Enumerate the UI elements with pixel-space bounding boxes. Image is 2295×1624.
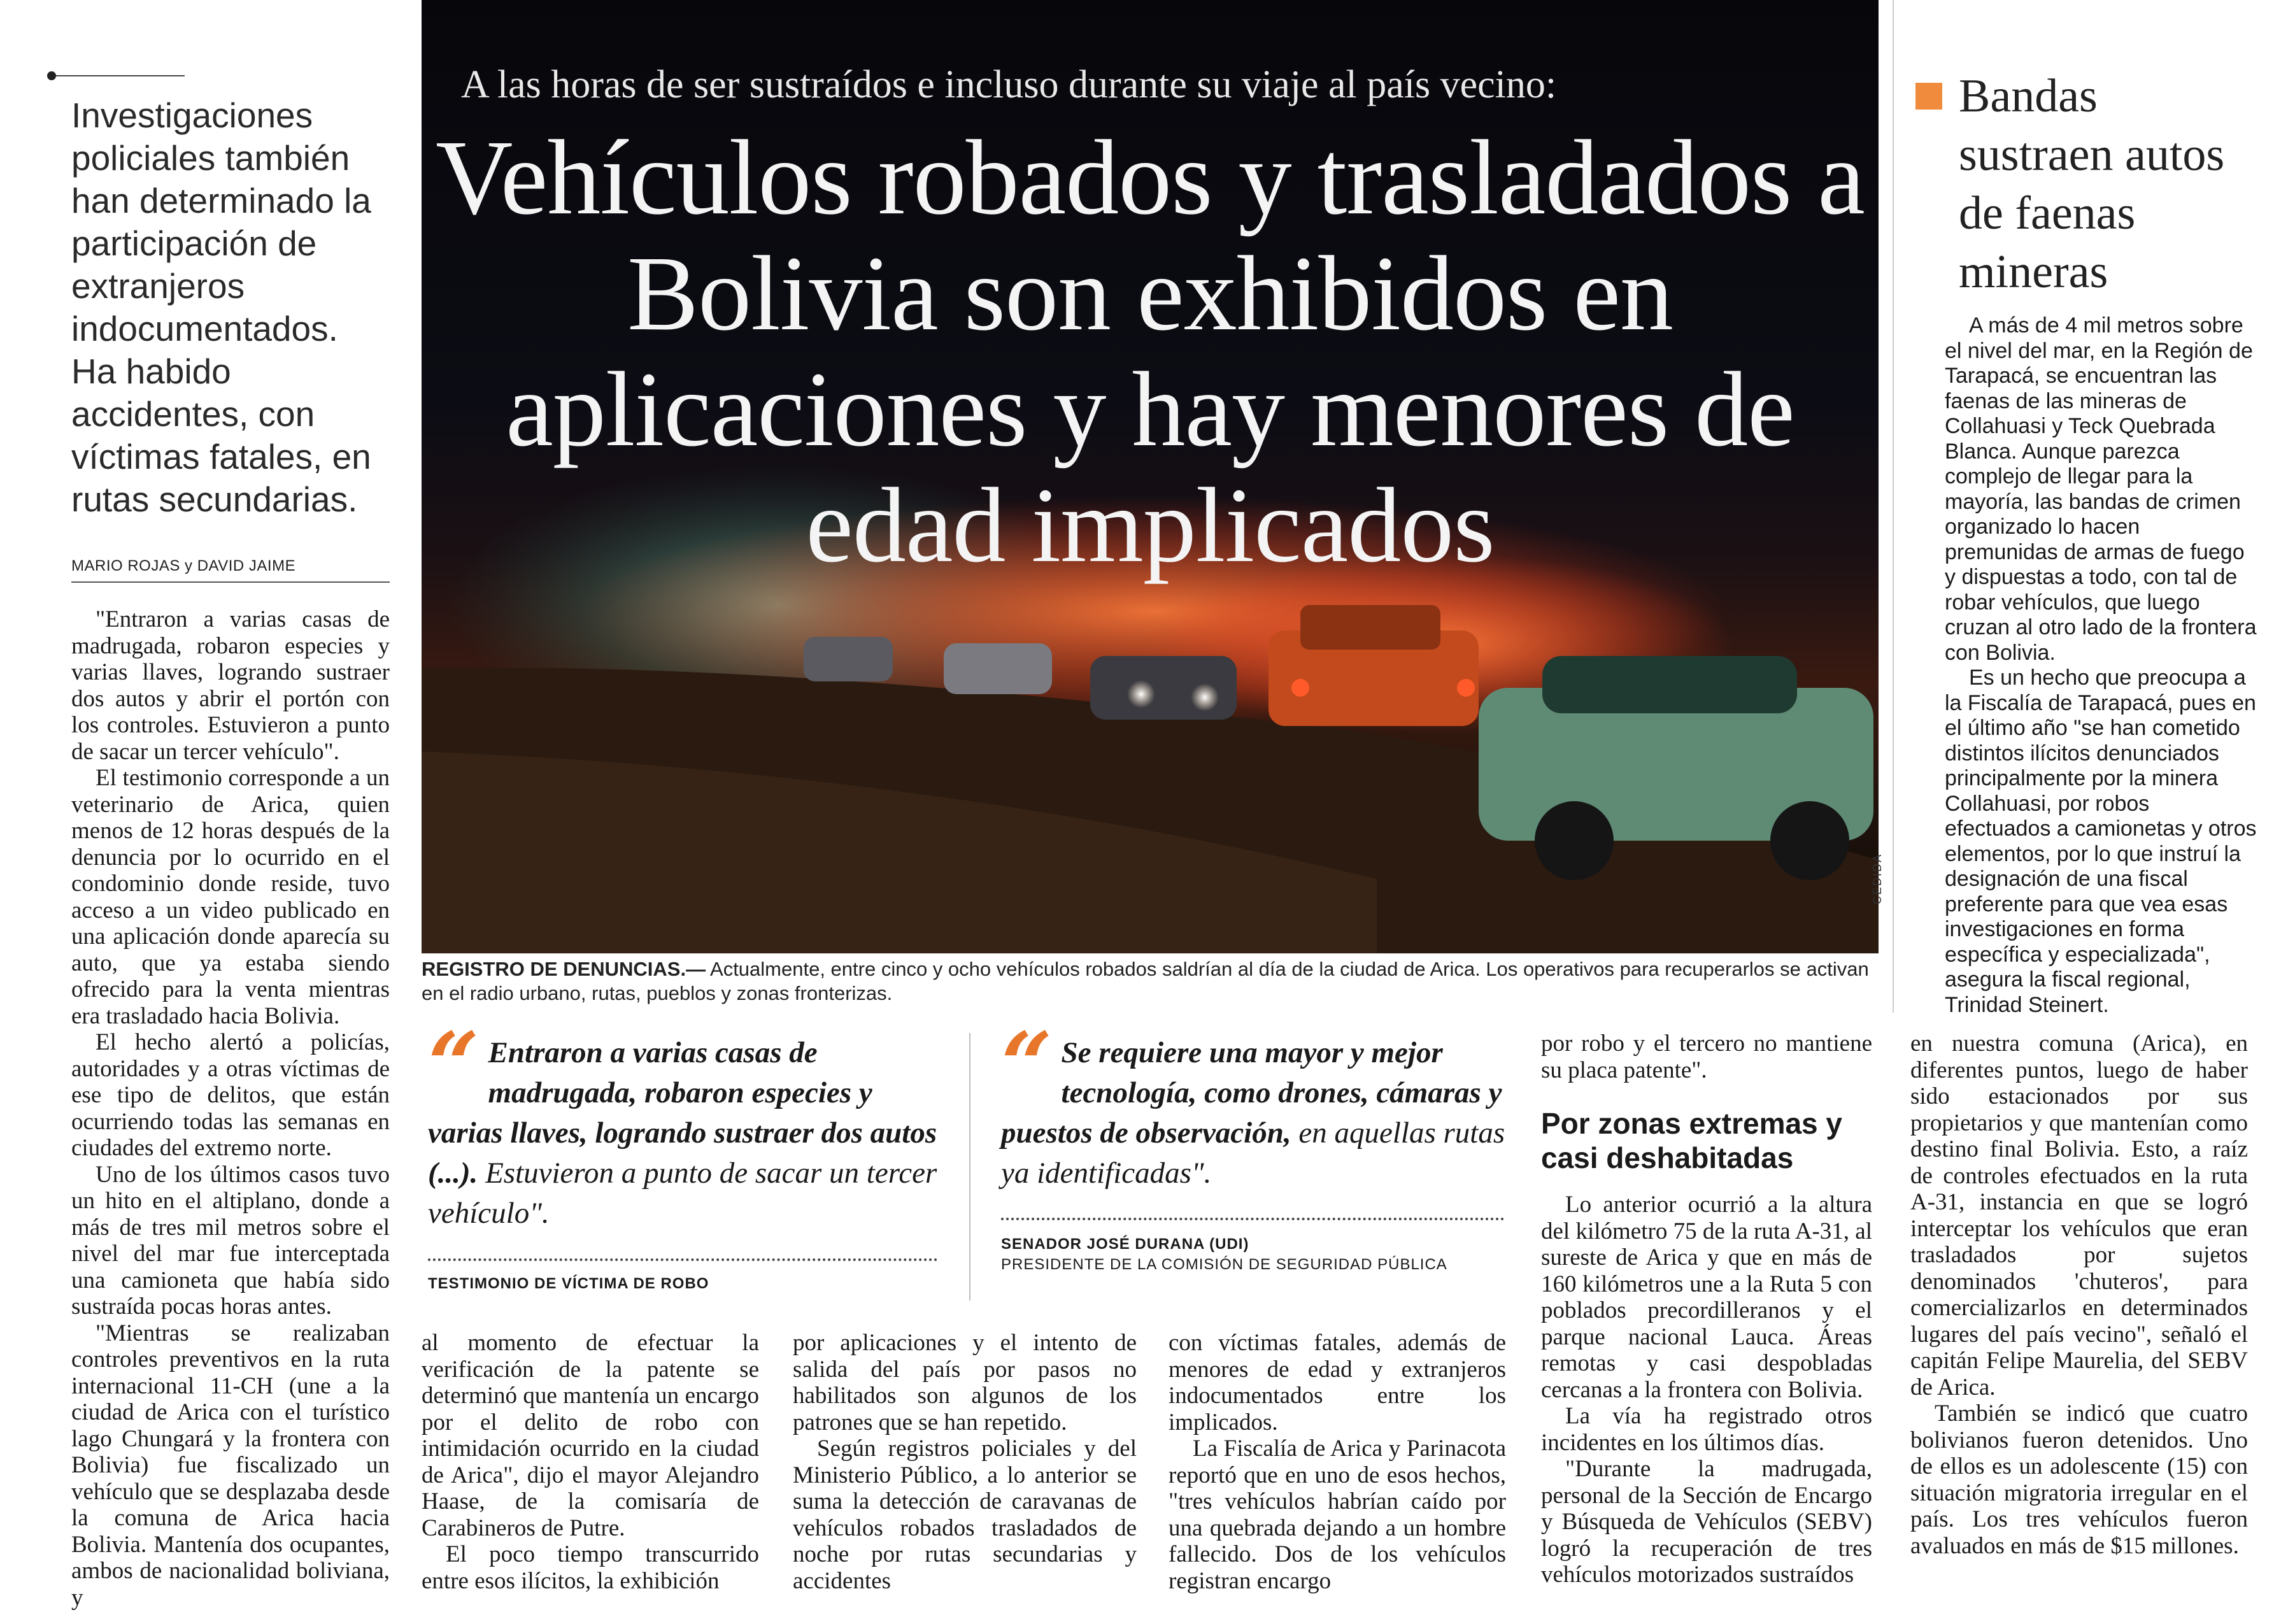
paragraph: A más de 4 mil metros sobre el nivel del mar, en la Región de Tarapacá, se encuentran las faenas de las mineras de Collahuasi y Teck Quebrada Blanca. Aunque parezca complejo de llegar para la mayoría, las bandas de crimen organizado lo hacen premunidas de armas de fuego y dispuestas a todo, con tal de robar vehículos, que luego cruzan al otro lado de la frontera con Bolivia. <box>1945 313 2257 665</box>
paragraph: Es un hecho que preocupa a la Fiscalía de Tarapacá, pues en el último año "se han cometido distintos ilícitos denunciados principalmente por la minera Collahuasi, por robos efectuados a camionetas y otros elementos, por lo que instruí la designación de una fiscal preferente para que vea esas investigaciones en forma específica y especializada", asegura la fiscal regional, Trinidad Steinert. <box>1945 666 2257 1017</box>
article-column-4 <box>1169 1330 1506 1594</box>
quote-rest: en aquellas rutas ya identificadas". <box>1001 1116 1505 1190</box>
quote-divider <box>1001 1218 1504 1220</box>
sidebar-divider <box>1893 0 1894 1013</box>
quote-divider <box>428 1258 937 1261</box>
paragraph: al momento de efectuar la verificación de la patente se determinó que mantenía un encargo por el delito de robo con intimidación ocurrido en la ciudad de Arica", dijo el mayor Alejandro Haase, de la comisaría de Carabineros de Putre. <box>422 1330 759 1541</box>
paragraph: El hecho alertó a policías, autoridades y a otras víctimas de ese tipo de delitos, que están ocurriendo todas las semanas en ciudades del extremo norte. <box>71 1029 390 1161</box>
paragraph: También se indicó que cuatro bolivianos fueron detenidos. Uno de ellos es un adolescente (15) con situación migratoria irregular en el país. Los tres vehículos fueron avaluados en más de $15 millones. <box>1910 1400 2248 1559</box>
byline: MARIO ROJAS y DAVID JAIME <box>71 557 296 574</box>
paragraph: en nuestra comuna (Arica), en diferentes puntos, luego de haber sido estacionados por sus propietarios y que mantenían como destino final Bolivia. Esto, a raíz de controles efectuados en la ruta A-31, instancia en que se logró interceptar los vehículos que eran trasladados por sujetos denominados 'chuteros', para comercializarlos en determinados lugares del país vecino", señaló el capitán Felipe Maurelia, del SEBV de Arica. <box>1910 1030 2248 1400</box>
quote-mark-icon: “ <box>428 1013 480 1118</box>
photo-credit: CEDIDA <box>1871 853 1884 904</box>
paragraph: La vía ha registrado otros incidentes en los últimos días. <box>1541 1403 1872 1456</box>
paragraph: por aplicaciones y el intento de salida del país por pasos no habilitados son algunos de los patrones que se han repetido. <box>793 1330 1137 1435</box>
sidebar-square-icon <box>1915 83 1942 110</box>
subheading: Por zonas extremas y casi deshabitadas <box>1541 1107 1843 1174</box>
paragraph: por robo y el tercero no mantiene su placa patente". <box>1541 1030 1872 1083</box>
paragraph: "Entraron a varias casas de madrugada, robaron especies y varias llaves, logrando sustraer dos autos y abrir el portón con los controles. Estuvieron a punto de sacar un tercer vehículo". <box>71 606 390 765</box>
quote-source: SENADOR JOSÉ DURANA (UDI) <box>1001 1236 1249 1253</box>
kicker: A las horas de ser sustraídos e incluso durante su viaje al país vecino: <box>461 63 1557 106</box>
sidebar-title: Bandas sustraen autos de faenas mineras <box>1959 70 2225 298</box>
paragraph: El testimonio corresponde a un veterinario de Arica, quien menos de 12 horas después de la denuncia por lo ocurrido en el condominio donde reside, tuvo acceso a un video publicado en una aplicación donde aparecía su auto, que ya estaba siendo ofrecido para la venta mientras era trasladado hacia Bolivia. <box>71 765 390 1029</box>
quote-victim <box>428 1013 937 1234</box>
paragraph: Uno de los últimos casos tuvo un hito en el altiplano, donde a más de tres mil metros sobre el nivel del mar fue interceptada una camioneta que había sido sustraída pocas horas antes. <box>71 1161 390 1320</box>
article-column-3 <box>793 1330 1137 1594</box>
lead-photo <box>422 0 1879 953</box>
bullet-dot <box>47 71 56 80</box>
headline: Vehículos robados y trasladados a Bolivia son exhibidos en aplicaciones y hay menores de edad implicados <box>436 118 1865 585</box>
quote-bold: Se requiere una mayor y mejor tecnología, como drones, cámaras y puestos de observación, <box>1001 1036 1502 1150</box>
paragraph: La Fiscalía de Arica y Parinacota reportó que en uno de esos hechos, "tres vehículos habrían caído por una quebrada dejando a un hombre fallecido. Dos de los vehículos registran encargo <box>1169 1435 1506 1594</box>
article-column-2 <box>422 1330 759 1594</box>
paragraph: "Mientras se realizaban controles preventivos en la ruta internacional 11-CH (une a la ciudad de Arica con el turístico lago Chungará y la frontera con Bolivia) fue fiscalizado un vehículo que se desplazaba desde la comuna de Arica hacia Bolivia. Mantenía dos ocupantes, ambos de nacionalidad boliviana, y <box>71 1320 390 1611</box>
paragraph: El poco tiempo transcurrido entre esos ilícitos, la exhibición <box>422 1541 759 1594</box>
paragraph: Según registros policiales y del Ministerio Público, a lo anterior se suma la detección de caravanas de vehículos robados trasladados de noche por rutas secundarias y accidentes <box>793 1435 1137 1594</box>
quote-source-role: PRESIDENTE DE LA COMISIÓN DE SEGURIDAD PÚBLICA <box>1001 1256 1447 1273</box>
byline-rule <box>71 581 390 583</box>
paragraph: con víctimas fatales, además de menores de edad y extranjeros indocumentados entre los implicados. <box>1169 1330 1506 1435</box>
quote-bold: Entraron a varias casas de madrugada, robaron especies y varias llaves, logrando sustraer dos autos (...). <box>428 1036 937 1190</box>
vertical-rule <box>969 1033 970 1300</box>
article-column-1 <box>71 606 390 1611</box>
quote-rest: Estuvieron a punto de sacar un tercer vehículo". <box>428 1157 937 1230</box>
pullquote-left: Investigaciones policiales también han determinado la participación de extranjeros indocumentados. Ha habido accidentes, con víctimas fatales, en rutas secundarias. <box>71 96 371 519</box>
caption-label: REGISTRO DE DENUNCIAS.— <box>422 958 706 980</box>
sidebar-body <box>1945 313 2257 1018</box>
quote-source: TESTIMONIO DE VÍCTIMA DE ROBO <box>428 1275 709 1292</box>
paragraph: Lo anterior ocurrió a la altura del kilómetro 75 de la ruta A-31, al sureste de Arica y que en más de 160 kilómetros une a la Ruta 5 con poblados precordilleranos y el parque nacional Lauca. Áreas remotas y casi despobladas cercanas a la frontera con Bolivia. <box>1541 1192 1872 1403</box>
quote-senator <box>1001 1013 1510 1193</box>
caption-text: Actualmente, entre cinco y ocho vehículos robados saldrían al día de la ciudad de Arica. Los operativos para recuperarlos se activan en el radio urbano, rutas, pueblos y zonas fronterizas. <box>422 958 1869 1004</box>
article-column-6 <box>1910 1030 2248 1559</box>
article-column-5 <box>1541 1030 1872 1588</box>
paragraph: "Durante la madrugada, personal de la Sección de Encargo y Búsqueda de Vehículos (SEBV) logró la recuperación de tres vehículos motorizados sustraídos <box>1541 1456 1872 1588</box>
quote-mark-icon: “ <box>1001 1013 1053 1118</box>
photo-caption <box>422 957 1879 1006</box>
pullquote-rule <box>50 75 185 76</box>
